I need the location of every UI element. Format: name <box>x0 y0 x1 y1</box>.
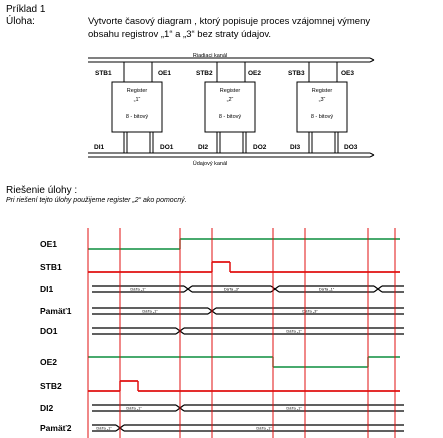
data-label: DáTa „3“ <box>302 308 318 314</box>
crossing <box>176 328 184 334</box>
stb-label: STB1 <box>95 70 112 77</box>
signal-names <box>40 239 72 433</box>
data-bus-label: Údajový kanál <box>192 161 228 167</box>
data-label: DáTa „1“ <box>130 286 146 292</box>
register-title: Register <box>311 88 333 94</box>
di2-bus <box>92 405 404 411</box>
crossing <box>208 308 216 314</box>
data-label: DáTa „1“ <box>318 286 335 292</box>
crossing <box>184 286 192 292</box>
data-label: DáTa „1“ <box>126 405 142 411</box>
register-index: „3“ <box>318 97 326 103</box>
solution-note: Pri riešení tejto úlohy použijeme register „2“ ako pomocný. <box>6 197 187 204</box>
stb2-wave <box>88 381 400 391</box>
register-title: Register <box>126 88 148 94</box>
crossing <box>271 286 279 292</box>
control-bus <box>88 53 374 62</box>
task-text-line1: Vytvorte časový diagram , ktorý popisuje proces vzájomnej výmeny <box>88 16 371 27</box>
do1-bus <box>92 328 404 334</box>
control-bus-label: Riadiaci kanál <box>192 53 228 59</box>
data-label: DáTa „1“ <box>142 308 158 314</box>
register-2 <box>196 62 267 153</box>
memory2-bus <box>92 425 404 431</box>
signal-tracks <box>88 239 404 431</box>
stb1-wave <box>88 262 400 272</box>
signal-label-2: DI1 <box>40 284 54 294</box>
oe-label: OE3 <box>341 70 355 77</box>
crossing <box>184 286 192 292</box>
crossing <box>176 405 184 411</box>
do-label: DO1 <box>160 144 174 151</box>
oe1-wave <box>88 239 400 249</box>
oe-label: OE2 <box>248 70 262 77</box>
oe-label: OE1 <box>158 70 172 77</box>
data-bus <box>88 153 374 167</box>
register-bits: 8 - bitový <box>125 114 149 120</box>
di-label: DI2 <box>198 144 209 151</box>
register-index: „1“ <box>133 97 141 103</box>
time-markers <box>88 228 395 438</box>
signal-label-6: STB2 <box>40 381 62 391</box>
signal-label-5: OE2 <box>40 357 58 367</box>
solution-title: Riešenie úlohy : <box>6 185 78 196</box>
di1-bus <box>92 286 404 292</box>
register-bits: 8 - bitový <box>310 114 334 120</box>
signal-label-3: Pamäť1 <box>40 306 72 316</box>
example-title: Príklad 1 <box>6 4 46 15</box>
task-text-line2: obsahu registrov „1“ a „3“ bez straty údajov. <box>88 29 272 40</box>
di-label: DI1 <box>94 144 105 151</box>
memory1-bus <box>92 308 404 314</box>
data-label: DáTa „1“ <box>286 328 302 334</box>
register-3 <box>288 62 358 153</box>
register-title: Register <box>219 88 241 94</box>
task-label: Úloha: <box>6 16 35 27</box>
data-label: DáTa „1“ <box>96 425 112 431</box>
signal-label-8: Pamäť2 <box>40 423 72 433</box>
crossing <box>271 286 279 292</box>
signal-label-7: DI2 <box>40 403 54 413</box>
register-block-diagram <box>0 0 443 180</box>
register-index: „2“ <box>226 97 234 103</box>
crossing <box>374 286 382 292</box>
signal-label-1: STB1 <box>40 262 62 272</box>
crossing <box>208 308 216 314</box>
register-bits: 8 - bitový <box>218 114 242 120</box>
crossing <box>176 328 184 334</box>
crossing <box>116 425 124 431</box>
crossing <box>176 405 184 411</box>
crossing <box>374 286 382 292</box>
data-label: DáTa „1“ <box>286 405 302 411</box>
signal-label-4: DO1 <box>40 326 58 336</box>
stb-label: STB3 <box>288 70 305 77</box>
crossing <box>116 425 124 431</box>
register-1 <box>94 62 174 153</box>
data-label: DáTa „1“ <box>256 425 272 431</box>
di-label: DI3 <box>290 144 301 151</box>
signal-label-0: OE1 <box>40 239 58 249</box>
data-label: DáTa „3“ <box>223 286 240 292</box>
do-label: DO3 <box>344 144 358 151</box>
oe2-wave <box>88 357 400 367</box>
do-label: DO2 <box>253 144 267 151</box>
stb-label: STB2 <box>196 70 213 77</box>
